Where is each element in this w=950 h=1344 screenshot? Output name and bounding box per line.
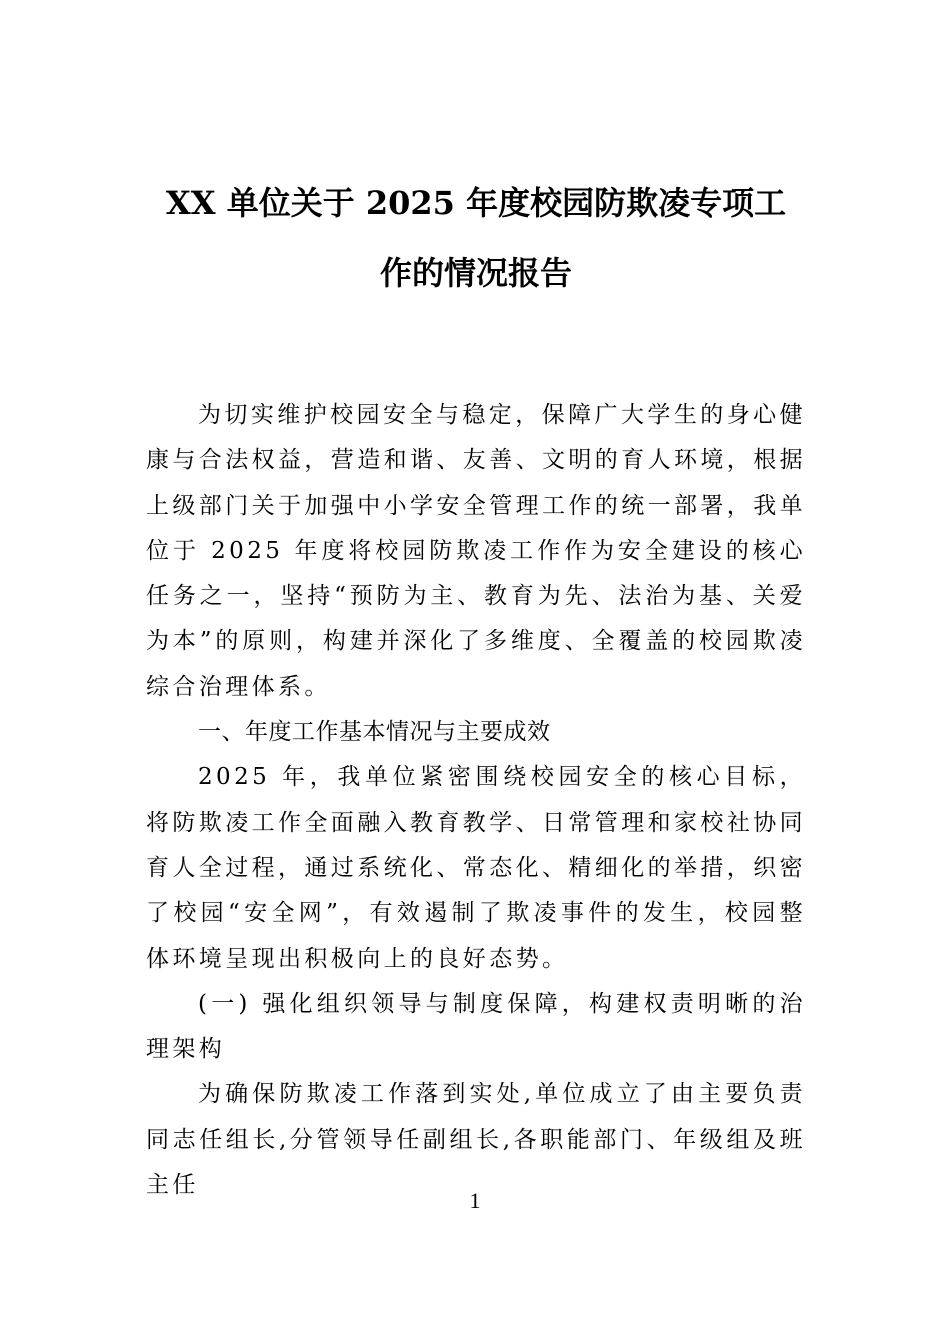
document-body [146,393,806,1208]
section-1-paragraph: 2025 年，我单位紧密围绕校园安全的核心目标，将防欺凌工作全面融入教育教学、日常管理和家校社协同育人全过程，通过系统化、常态化、精细化的举措，织密了校园“安全网”，有效遏制了欺凌事件的发生，校园整体环境呈现出积极向上的良好态势。 [146,764,806,972]
page-number: 1 [469,1188,481,1213]
intro-paragraph: 为切实维护校园安全与稳定，保障广大学生的身心健康与合法权益，营造和谐、友善、文明的育人环境，根据上级部门关于加强中小学安全管理工作的统一部署，我单位于 2025 年度将校园防欺凌工作作为安全建设的核心任务之一，坚持“预防为主、教育为先、法治为基、关爱为本”的原则，构建并深化了多维度、全覆盖的校园欺凌综合治理体系。 [146,402,806,700]
title-line-2: 作的情况报告 [379,254,572,292]
document-title [146,168,806,308]
subsection-heading-1: (一) 强化组织领导与制度保障，构建权责明晰的治理架构 [146,990,806,1063]
section-heading-1: 一、年度工作基本情况与主要成效 [198,719,551,746]
title-line-1: XX 单位关于 2025 年度校园防欺凌专项工 [165,184,787,222]
subsection-1-paragraph: 为确保防欺凌工作落到实处,单位成立了由主要负责同志任组长,分管领导任副组长,各职能部门、年级组及班主任 [146,1081,806,1199]
